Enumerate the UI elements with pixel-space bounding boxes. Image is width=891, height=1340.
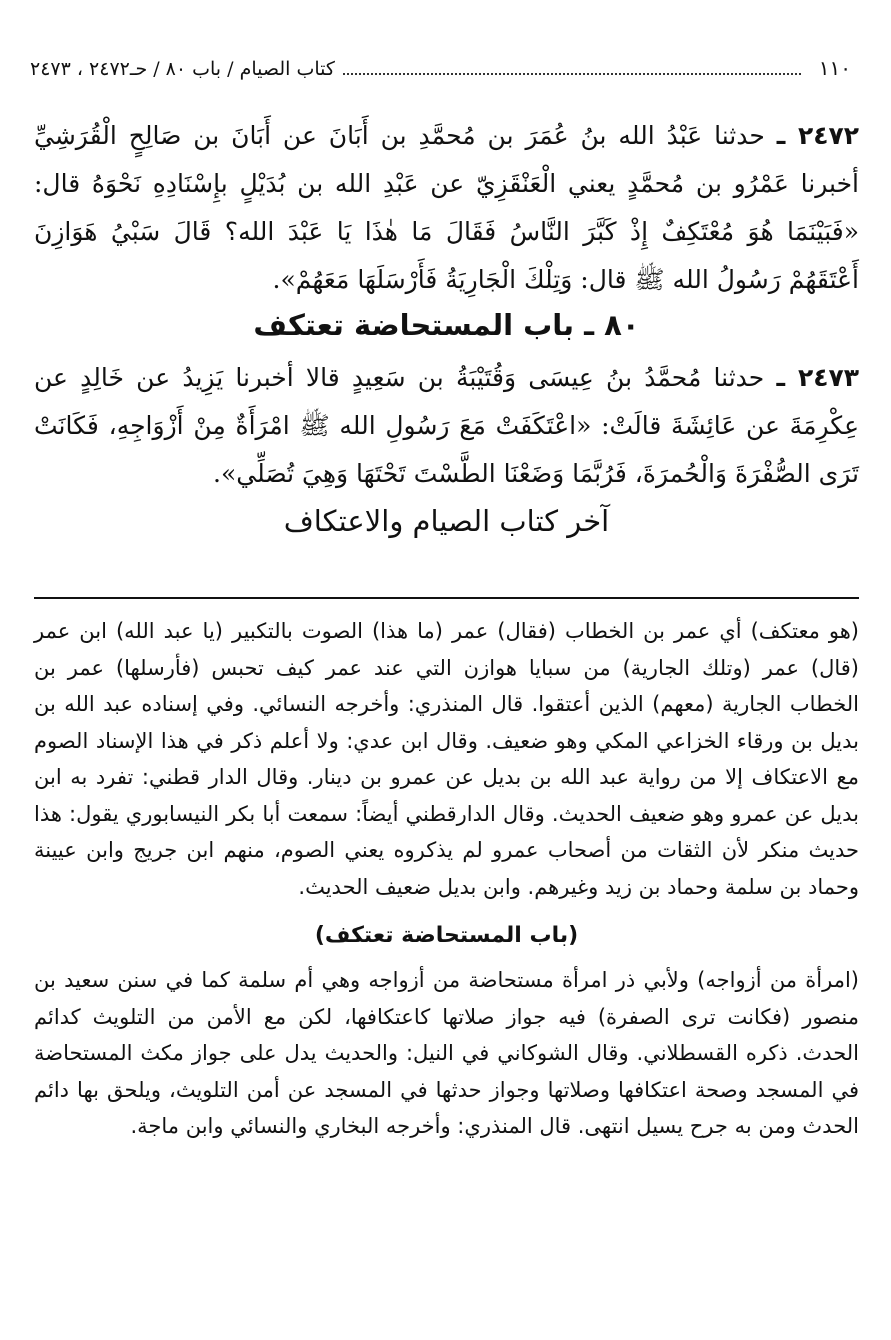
commentary	[34, 613, 859, 1145]
commentary-paragraph: (امرأة من أزواجه) ولأبي ذر امرأة مستحاضة من أزواجه وهي أم سلمة كما في سنن سعيد بن منصور (فكانت ترى الصفرة) فيه جواز صلاتها كاعتكافها، لكن مع الأمن من التلويث كدائم الحدث. ذكره القسطلاني. وقال الشوكاني في النيل: والحديث يدل على جواز مكث المستحاضة في المسجد وصحة اعتكافها وصلاتها وجواز حدثها في المسجد عن أمن التلويث، ويلحق بها دائم الحدث ومن به جرح يسيل انتهى. قال المنذري: وأخرجه البخاري والنسائي وابن ماجة.	[34, 968, 859, 1138]
header-title: كتاب الصيام / باب ٨٠ / حـ٢٤٧٢ ، ٢٤٧٣	[30, 58, 335, 80]
book-end-title: آخر كتاب الصيام والاعتكاف	[283, 504, 610, 538]
leader-dots	[343, 73, 801, 75]
hadith-text: حدثنا عَبْدُ الله بنُ عُمَرَ بن مُحمَّدِ بن أَبَانَ عن أَبَانَ بن صَالِحٍ الْقُرَشِيِّ أخبرنا عَمْرُو بن مُحمَّدٍ يعني الْعَنْقَزِيّ عن عَبْدِ الله بن بُدَيْلٍ بإِسْنَادِهِ نَحْوَهُ قال: «فَبَيْنَمَا هُوَ مُعْتَكِفٌ إِذْ كَبَّرَ النَّاسُ فَقَالَ مَا هٰذَا يَا عَبْدَ الله؟ قَالَ سَبْيُ هَوَازِنَ أَعْتَقَهُمْ رَسُولُ الله ﷺ قال: وَتِلْكَ الْجَارِيَةُ فَأَرْسَلَهَا مَعَهُمْ».	[34, 121, 859, 294]
running-header	[30, 56, 851, 87]
chapter-title: ٨٠ ـ باب المستحاضة تعتكف	[253, 308, 640, 342]
hadith-text: حدثنا مُحمَّدُ بنُ عِيسَى وَقُتَيْبَةُ بن سَعِيدٍ قالا أخبرنا يَزِيدُ عن خَالِدٍ عن عِكْرِمَةَ عن عَائِشَةَ قالَتْ: «اعْتَكَفَتْ مَعَ رَسُولِ الله ﷺ امْرَأَةٌ مِنْ أَزْوَاجِهِ، فَكَانَتْ تَرَى الصُّفْرَةَ وَالْحُمرَةَ، فَرُبَّمَا وَضَعْنَا الطَّسْتَ تَحْتَهَا وَهِيَ تُصَلِّي».	[34, 363, 859, 488]
hadith-number: ٢٤٧٣ ـ	[776, 363, 860, 392]
main-text	[34, 112, 859, 538]
commentary-heading: (باب المستحاضة تعتكف)	[314, 923, 579, 948]
hadith-2472	[34, 112, 859, 304]
hadith-number: ٢٤٧٢ ـ	[776, 121, 860, 150]
footnote-divider	[34, 597, 859, 599]
commentary-paragraph: (هو معتكف) أي عمر بن الخطاب (فقال) عمر (ما هذا) الصوت بالتكبير (يا عبد الله) ابن عمر (قال) عمر (وتلك الجارية) من سبايا هوازن التي عند عمر كيف تحبس (فأرسلها) عمر بن الخطاب الجارية (معهم) الذين أعتقوا. قال المنذري: وأخرجه النسائي. وفي إسناده عبد الله بن بديل بن ورقاء الخزاعي المكي وهو ضعيف. وقال ابن عدي: ولا أعلم ذكر في هذا الإسناد الصوم مع الاعتكاف إلا من رواية عبد الله بن بديل عن عمرو بن دينار. وقال الدار قطني: تفرد به ابن بديل عن عمرو وهو ضعيف الحديث. وقال الدارقطني أيضاً: سمعت أبا بكر النيسابوري يقول: هذا حديث منكر لأن الثقات من أصحاب عمرو لم يذكروه يعني الصوم، منهم ابن جريج وابن عيينة وحماد بن سلمة وحماد بن زيد وغيرهم. وابن بديل ضعيف الحديث.	[34, 619, 859, 899]
hadith-2473	[34, 354, 859, 498]
page-number: ١١٠	[818, 56, 851, 80]
